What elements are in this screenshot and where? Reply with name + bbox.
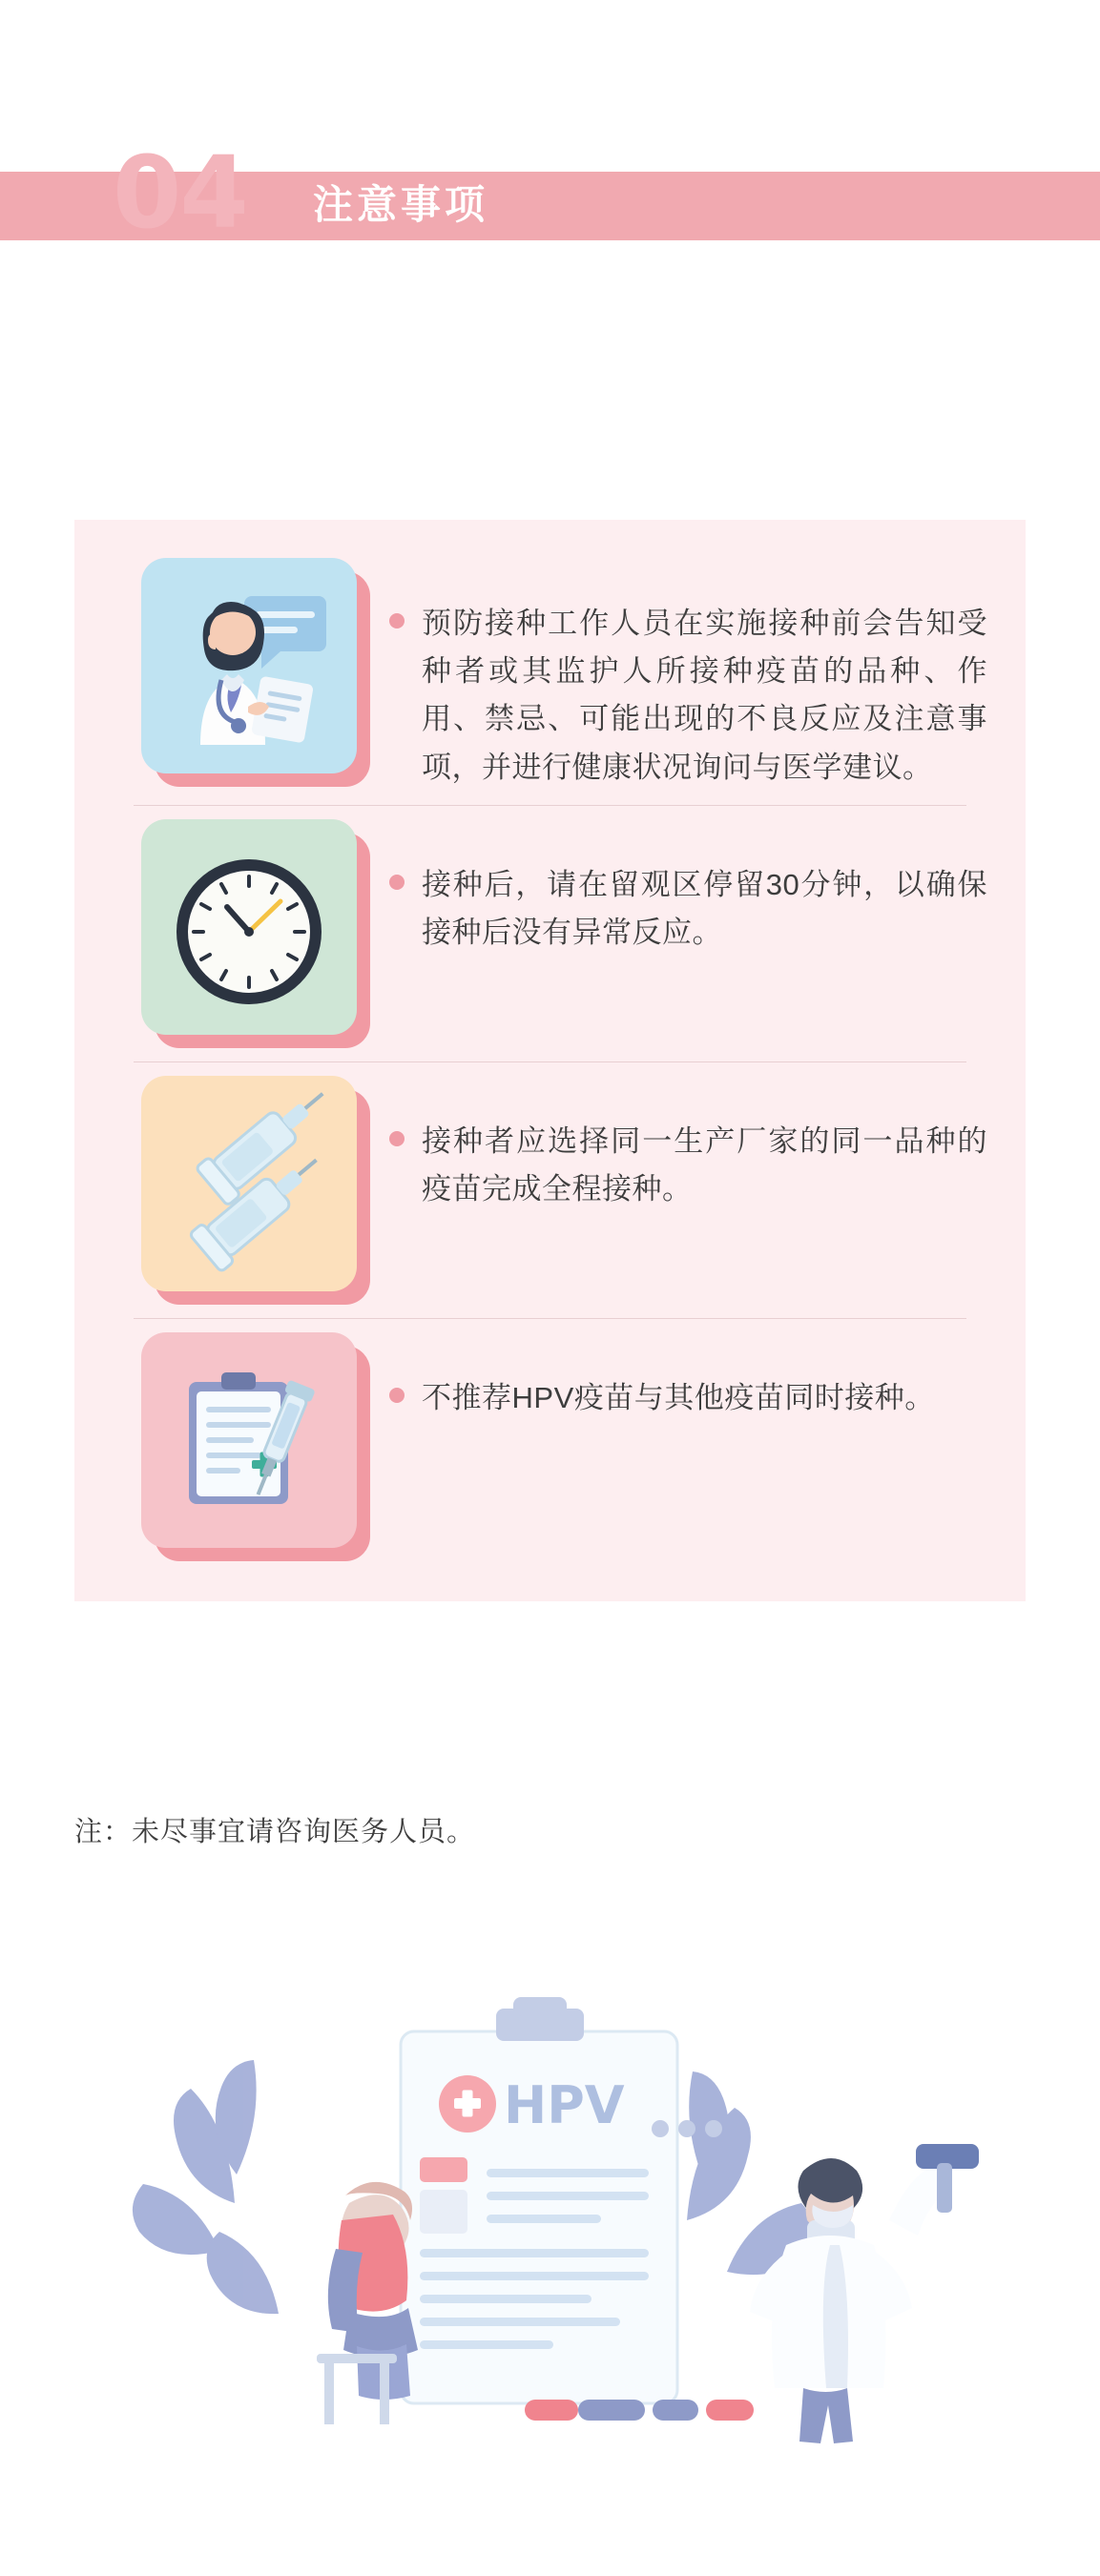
- note-icon-tile: [141, 819, 370, 1048]
- bullet-icon: [389, 1388, 405, 1403]
- note-text: 接种后，请在留观区停留30分钟，以确保接种后没有异常反应。: [422, 867, 987, 950]
- note-text: 预防接种工作人员在实施接种前会告知受种者或其监护人所接种疫苗的品种、作用、禁忌、可能出现的不良反应及注意事项，并进行健康状况询问与医学建议。: [422, 607, 987, 784]
- bullet-icon: [389, 875, 405, 890]
- notes-panel: [74, 520, 1026, 1601]
- note-item: [74, 1062, 1026, 1318]
- note-icon-tile: [141, 1332, 370, 1561]
- note-text-wrap: [389, 558, 987, 792]
- note-item: [74, 545, 1026, 805]
- syringe-icon: [141, 1076, 357, 1291]
- clipboard-syringe-icon: [141, 1332, 357, 1548]
- doctor-consultation-icon: [141, 558, 357, 773]
- bullet-icon: [389, 613, 405, 629]
- note-item: [74, 806, 1026, 1061]
- footnote: 注：未尽事宜请咨询医务人员。: [74, 1817, 476, 1847]
- section-title: 注意事项: [313, 182, 489, 227]
- clock-icon: [141, 819, 357, 1035]
- svg-text:HPV: HPV: [504, 2075, 625, 2135]
- note-item: [74, 1319, 1026, 1575]
- section-header: [0, 134, 1100, 258]
- bullet-icon: [389, 1131, 405, 1146]
- note-text-wrap: [389, 819, 987, 957]
- note-text-wrap: [389, 1332, 935, 1422]
- hpv-illustration: [76, 1917, 1030, 2413]
- section-number: 04: [113, 134, 247, 251]
- note-text-wrap: [389, 1076, 987, 1213]
- note-text: 不推荐HPV疫苗与其他疫苗同时接种。: [422, 1380, 935, 1414]
- note-icon-tile: [141, 1076, 370, 1305]
- note-icon-tile: [141, 558, 370, 787]
- note-text: 接种者应选择同一生产厂家的同一品种的疫苗完成全程接种。: [422, 1123, 987, 1206]
